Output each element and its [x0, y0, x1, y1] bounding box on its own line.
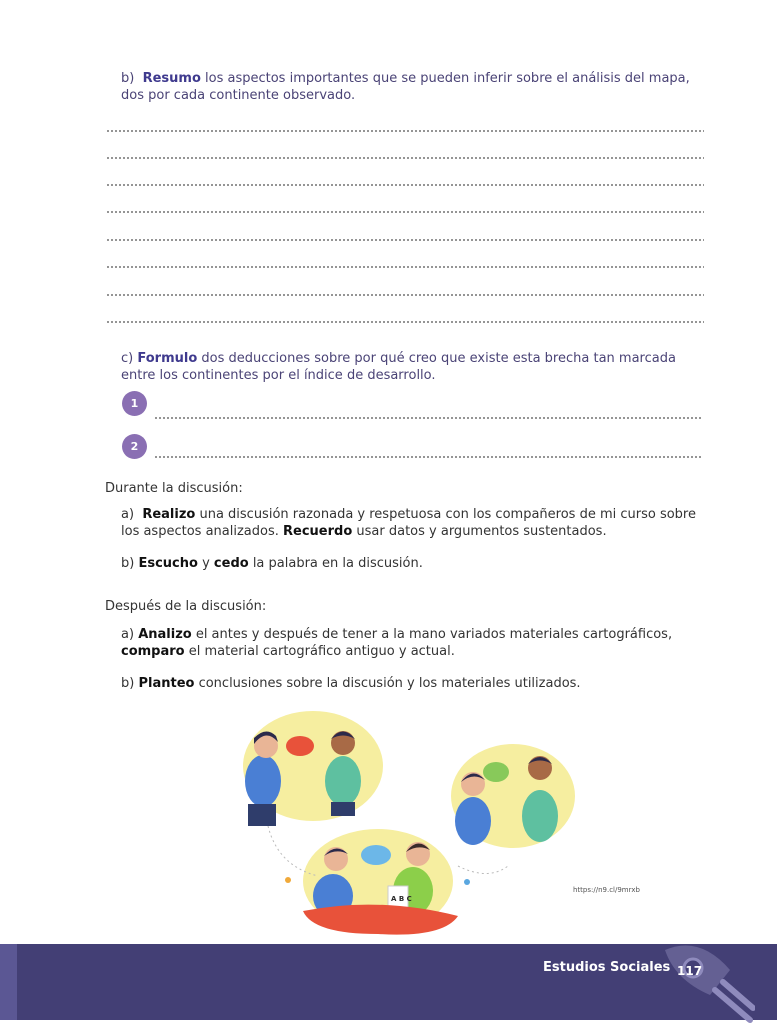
after-a-text1: el antes y después de tener a la mano variados materiales cartográficos,	[191, 627, 673, 642]
keyword-planteo: Planteo	[138, 676, 195, 691]
keyword-recuerdo: Recuerdo	[283, 523, 353, 539]
keyword-cedo: cedo	[213, 556, 249, 571]
speech-bubble-green	[483, 762, 509, 782]
item-letter: c)	[121, 351, 134, 366]
boy-body	[325, 756, 361, 806]
girl-body	[245, 755, 281, 807]
after-b-text1: conclusiones sobre la discusión y los materiales utilizados.	[194, 676, 581, 691]
children-discussion-illustration	[228, 706, 588, 946]
item-letter: b)	[121, 556, 135, 571]
girl-body-2	[455, 797, 491, 845]
during-b-text1: y	[197, 556, 214, 571]
answer-line[interactable]	[106, 157, 704, 159]
during-heading: Durante la discusión:	[105, 481, 243, 496]
keyword-formulo: Formulo	[137, 351, 198, 366]
answer-line[interactable]	[106, 294, 704, 296]
resumo-text: los aspectos importantes que se pueden inferir sobre el análisis del mapa, dos por cada continente observado.	[121, 71, 690, 103]
dot	[464, 879, 470, 885]
after-item-a	[121, 627, 706, 660]
item-letter: a)	[121, 627, 135, 642]
boy-body-2	[522, 790, 558, 842]
footer-edge	[0, 944, 17, 1020]
connector	[458, 866, 508, 874]
speech-bubble-red	[286, 736, 314, 756]
answer-line[interactable]	[106, 266, 704, 268]
answer-line[interactable]	[106, 130, 704, 132]
abc-card-text: A B C	[391, 895, 412, 903]
after-heading: Después de la discusión:	[105, 599, 267, 614]
girl-legs	[248, 804, 276, 826]
during-item-b	[121, 556, 706, 573]
answer-line[interactable]	[106, 211, 704, 213]
formulo-text: dos deducciones sobre por qué creo que existe esta brecha tan marcada entre los continentes por el índice de desarrollo.	[121, 351, 676, 383]
item-letter: a)	[121, 507, 135, 522]
keyword-analizo: Analizo	[138, 627, 192, 642]
during-b-text2: la palabra en la discusión.	[248, 556, 423, 571]
formulo-prompt	[121, 351, 706, 384]
resumo-prompt	[121, 71, 706, 104]
speech-bubble-blue	[361, 845, 391, 865]
answer-line[interactable]	[106, 184, 704, 186]
deduction-line-2[interactable]	[154, 456, 703, 458]
page-number: 117	[677, 964, 703, 978]
during-a-text1: una discusión razonada y respetuosa con los compañeros de mi curso sobre los aspectos analizados.	[121, 507, 696, 539]
deduction-line-1[interactable]	[154, 417, 703, 419]
during-item-a	[121, 507, 706, 540]
dot	[285, 877, 291, 883]
keyword-comparo: comparo	[121, 643, 185, 659]
keyword-resumo: Resumo	[142, 71, 201, 86]
number-badge-1: 1	[122, 391, 147, 416]
keyword-realizo: Realizo	[142, 507, 196, 522]
answer-line[interactable]	[106, 321, 704, 323]
number-badge-2: 2	[122, 434, 147, 459]
after-a-text2: el material cartográfico antiguo y actual.	[184, 643, 455, 659]
image-source-url: https://n9.cl/9mrxb	[573, 886, 640, 894]
keyword-escucho: Escucho	[138, 556, 198, 571]
answer-line[interactable]	[106, 239, 704, 241]
boy-legs	[331, 802, 355, 816]
item-letter: b)	[121, 71, 135, 86]
after-item-b	[121, 676, 706, 693]
during-a-text2: usar datos y argumentos sustentados.	[352, 523, 607, 539]
footer-subject: Estudios Sociales	[543, 960, 671, 975]
rocket-flame	[715, 982, 753, 1020]
item-letter: b)	[121, 676, 135, 691]
rocket-icon	[655, 940, 755, 1024]
